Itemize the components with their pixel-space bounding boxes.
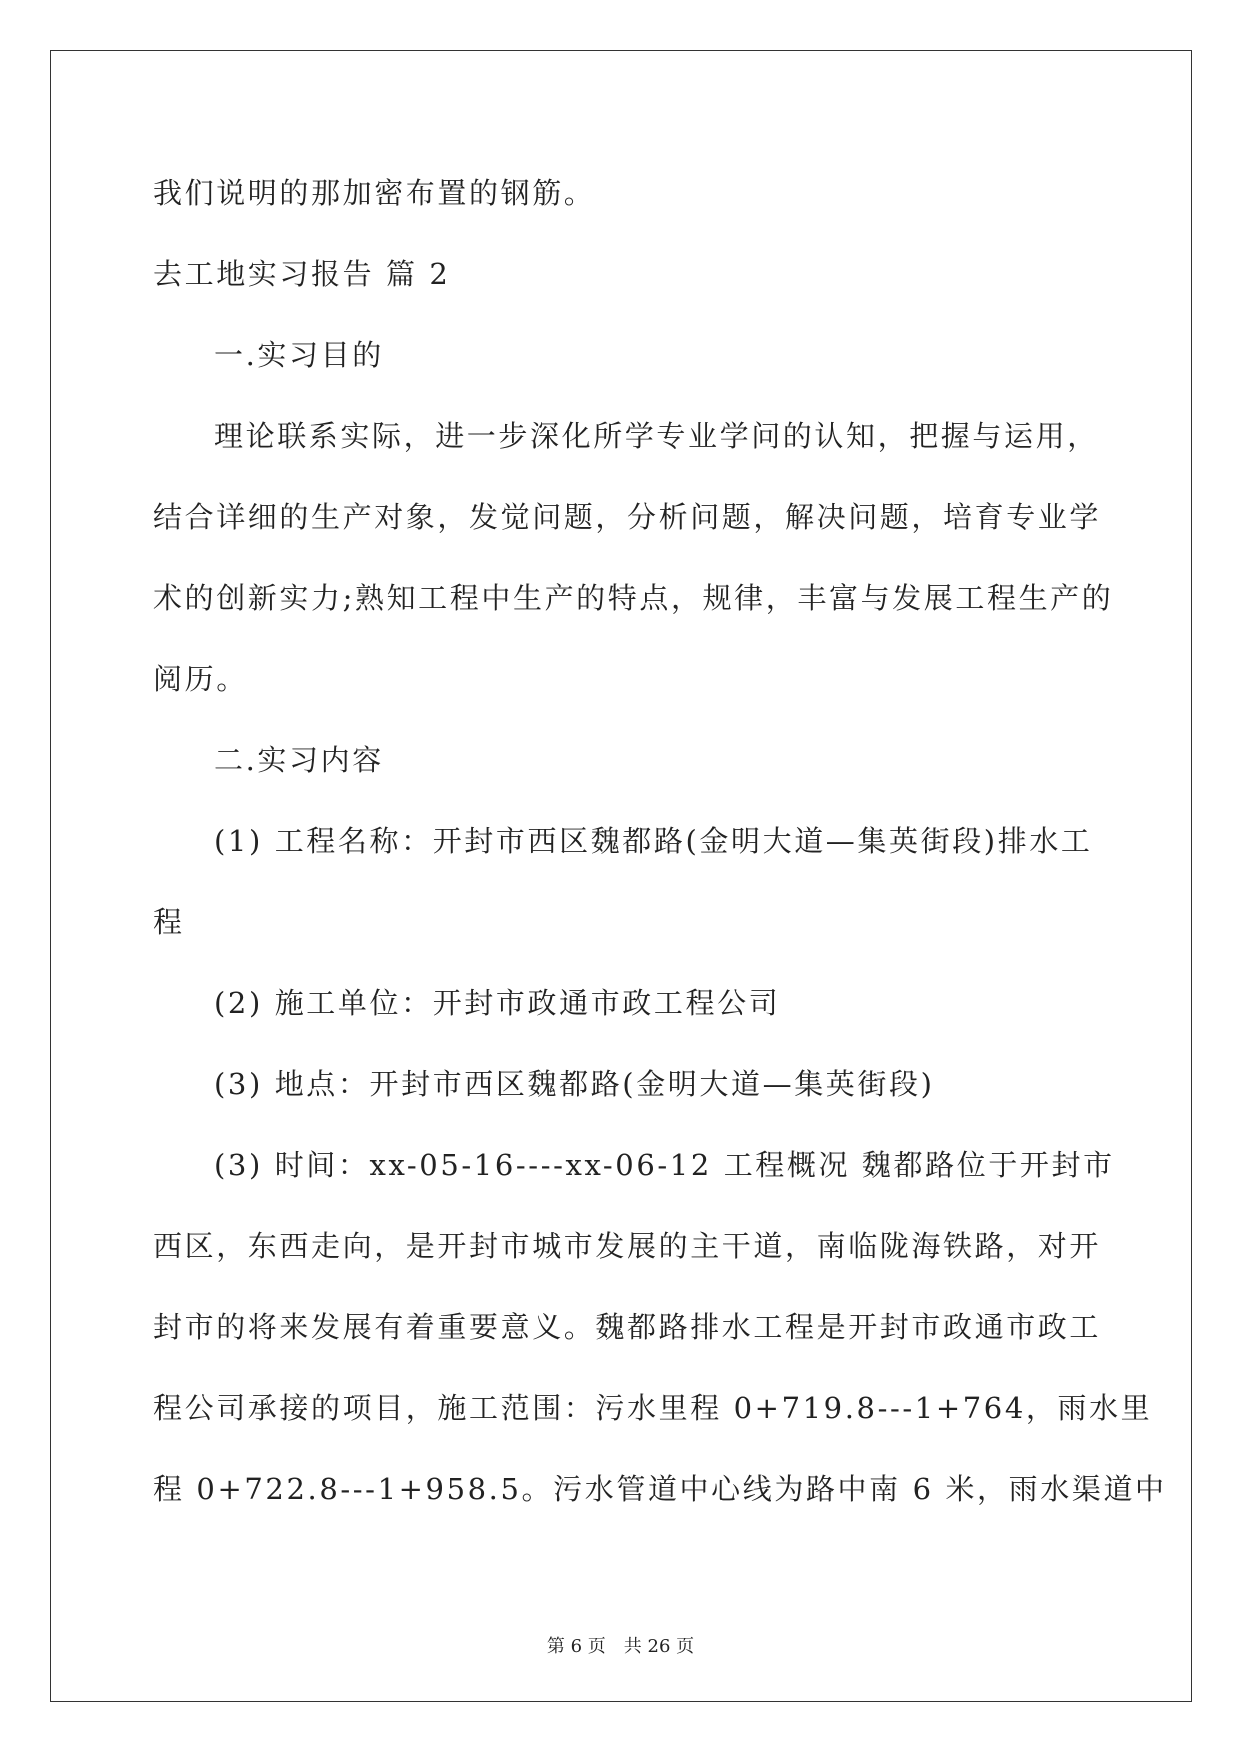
text-line: (3) 地点：开封市西区魏都路(金明大道—集英街段) <box>214 1067 935 1101</box>
text-line: (2) 施工单位：开封市政通市政工程公司 <box>214 986 781 1020</box>
section-heading: 二.实习内容 <box>214 743 384 777</box>
text-line: 西区，东西走向，是开封市城市发展的主干道，南临陇海铁路，对开 <box>153 1229 1102 1263</box>
text-line: 理论联系实际，进一步深化所学专业学问的认知，把握与运用， <box>214 419 1099 453</box>
text-line: 程公司承接的项目，施工范围：污水里程 0+719.8---1+764，雨水里 <box>153 1391 1153 1425</box>
text-line: 结合详细的生产对象，发觉问题，分析问题，解决问题，培育专业学 <box>153 500 1102 534</box>
text-line: 我们说明的那加密布置的钢筋。 <box>153 176 596 210</box>
page-number: 第 6 页 <box>546 1636 606 1657</box>
section-title: 去工地实习报告 篇 2 <box>153 257 451 291</box>
text-line: (1) 工程名称：开封市西区魏都路(金明大道—集英街段)排水工 <box>214 824 1093 858</box>
section-heading: 一.实习目的 <box>214 338 384 372</box>
text-line: (3) 时间：xx-05-16----xx-06-12 工程概况 魏都路位于开封市 <box>214 1148 1115 1182</box>
text-line: 程 <box>153 905 185 939</box>
text-line: 术的创新实力;熟知工程中生产的特点，规律，丰富与发展工程生产的 <box>153 581 1114 615</box>
text-line: 阅历。 <box>153 662 248 696</box>
page-footer <box>0 1635 1241 1659</box>
page-border <box>50 50 1192 1702</box>
text-line: 封市的将来发展有着重要意义。魏都路排水工程是开封市政通市政工 <box>153 1310 1102 1344</box>
text-line: 程 0+722.8---1+958.5。污水管道中心线为路中南 6 米，雨水渠道中 <box>153 1472 1167 1506</box>
page-total: 共 26 页 <box>623 1636 695 1657</box>
